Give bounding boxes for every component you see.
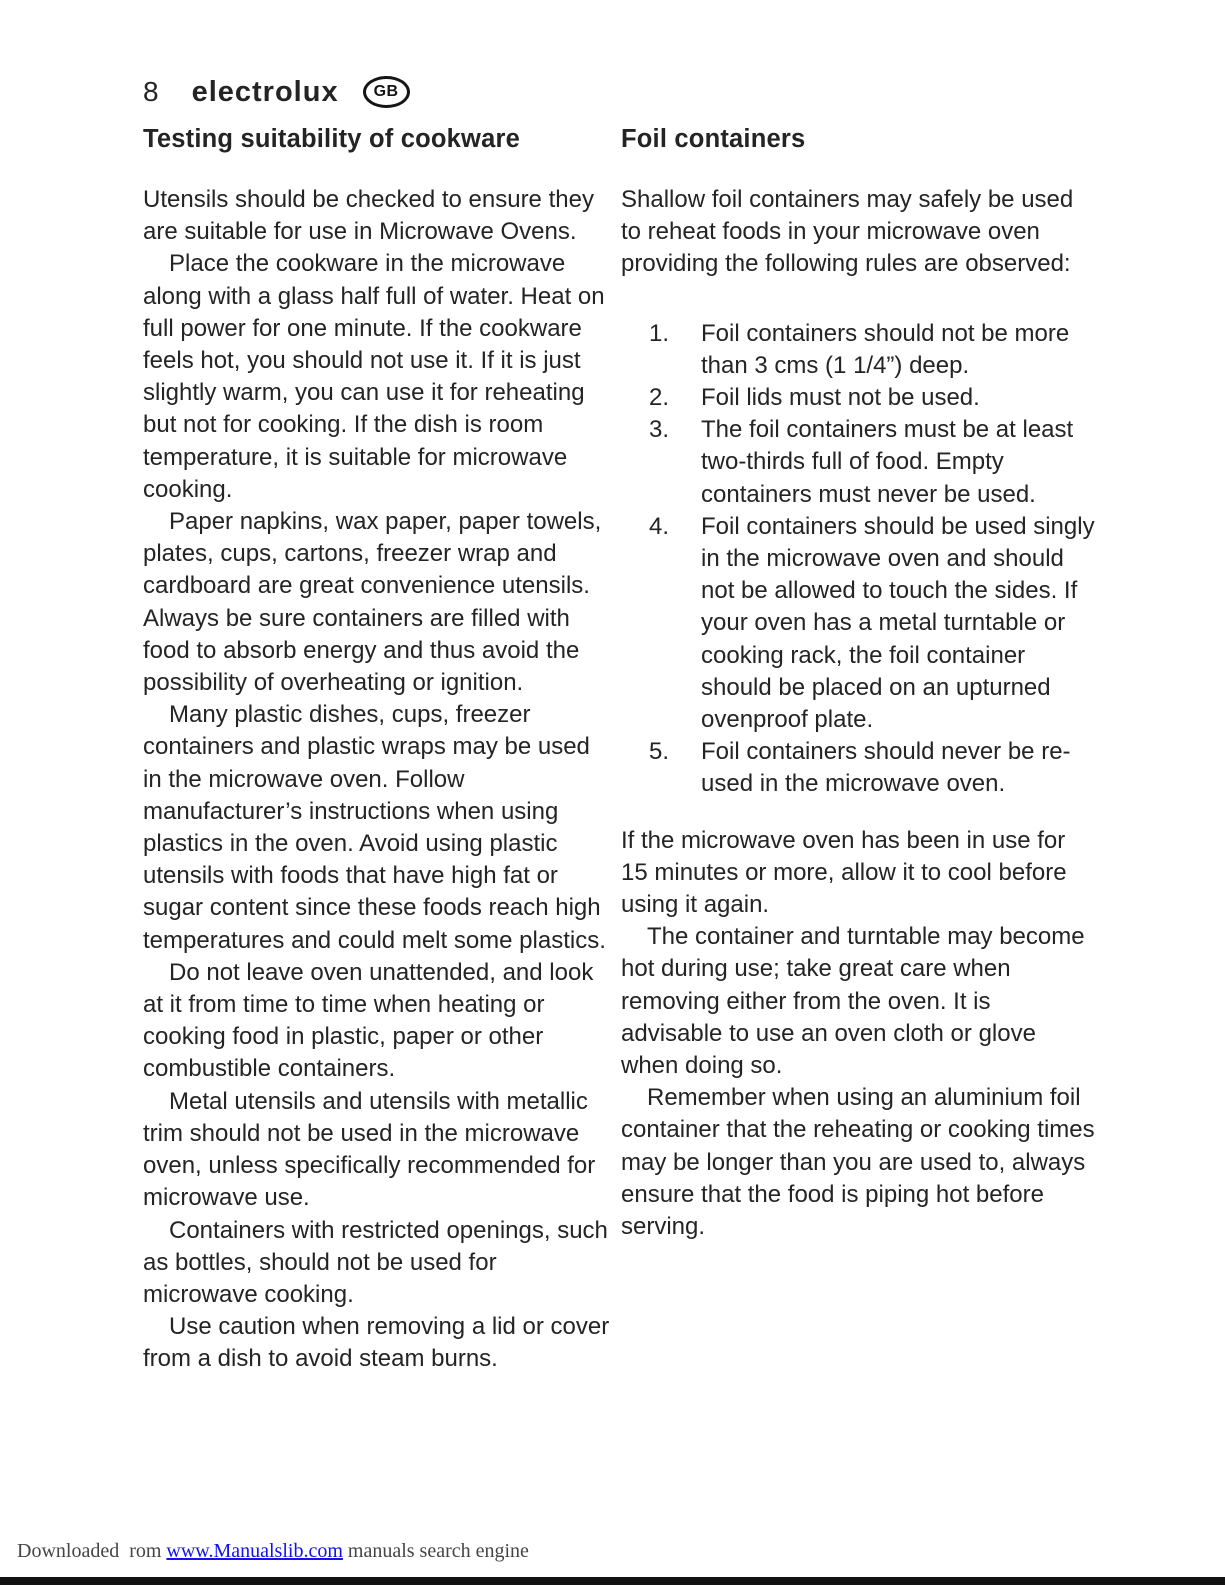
paragraph: Remember when using an aluminium foil container that the reheating or cooking times may be longer than you are used to, always ensure that the food is piping hot before serving. [621,1084,1095,1241]
page-header [143,74,410,110]
list-item-number: 3. [649,416,670,444]
paragraph: Place the cookware in the microwave along with a glass half full of water. Heat on full power for one minute. If the cookware feels hot, you should not use it. If it is just slightly warm, you can use it for reheating but not for cooking. If the dish is room temperature, it is suitable for microwave cooking. [143,250,605,503]
right-column [621,124,1095,1243]
section-heading-foil: Foil containers [621,125,806,153]
paragraph: The container and turntable may become hot during use; take great care when removing either from the oven. It is advisable to use an oven cloth or glove when doing so. [621,923,1085,1080]
list-item-text: Foil containers should not be more than 3 cms (1 1/4”) deep. [701,319,1070,379]
list-item-number: 2. [649,384,670,412]
brand-logo: electrolux [191,75,339,108]
list-item [621,511,1095,736]
paragraph: Containers with restricted openings, such as bottles, should not be used for microwave cooking. [143,1216,608,1308]
paragraph: Metal utensils and utensils with metallic trim should not be used in the microwave oven, unless specifically recommended for microwave use. [143,1087,596,1212]
watermark-suffix: manuals search engine [342,1540,529,1562]
paragraph: If the microwave oven has been in use for 15 minutes or more, allow it to cool before using it again. [621,826,1067,919]
list-item-number: 1. [649,319,670,347]
page-number: 8 [143,76,160,107]
scan-artifact-bar [0,1577,1225,1585]
list-item-text: The foil containers must be at least two-thirds full of food. Empty containers must never be used. [701,416,1074,508]
paragraph: Do not leave oven unattended, and look at it from time to time when heating or cooking food in plastic, paper or other combustible containers. [143,958,594,1083]
watermark-footer [17,1540,529,1563]
list-item [621,414,1095,511]
paragraph: Utensils should be checked to ensure they are suitable for use in Microwave Ovens. [143,186,594,246]
paragraph: Shallow foil containers may safely be used to reheat foods in your microwave oven providing the following rules are observed: [621,186,1074,278]
list-item-text: Foil containers should never be re-used in the microwave oven. [701,738,1071,798]
numbered-rule-list [621,318,1095,801]
gb-locale-badge: GB [363,76,410,108]
paragraph: Paper napkins, wax paper, paper towels, plates, cups, cartons, freezer wrap and cardboard are great convenience utensils. Always be sure containers are filled with food to absorb energy and thus avoid the possibility of overheating or ignition. [143,508,602,697]
paragraph: Use caution when removing a lid or cover from a dish to avoid steam burns. [143,1313,610,1373]
left-column [143,124,611,1376]
list-item [621,318,1095,382]
list-item [621,382,1095,414]
list-item-number: 5. [649,738,670,766]
manualslib-link[interactable]: www.Manualslib.com [166,1540,343,1562]
watermark-prefix: Downloaded rom [17,1540,167,1562]
list-item-number: 4. [649,512,670,540]
list-item [621,736,1095,800]
section-heading-cookware: Testing suitability of cookware [143,125,520,153]
paragraph: Many plastic dishes, cups, freezer containers and plastic wraps may be used in the microwave oven. Follow manufacturer’s instructions when using plastics in the oven. Avoid using plastic utensils with foods that have high fat or sugar content since these foods reach high temperatures and could melt some plastics. [143,701,606,954]
list-item-text: Foil containers should be used singly in the microwave oven and should not be allowed to touch the sides. If your oven has a metal turntable or cooking rack, the foil container should be placed on an upturned ovenproof plate. [701,512,1095,734]
list-item-text: Foil lids must not be used. [701,384,980,412]
